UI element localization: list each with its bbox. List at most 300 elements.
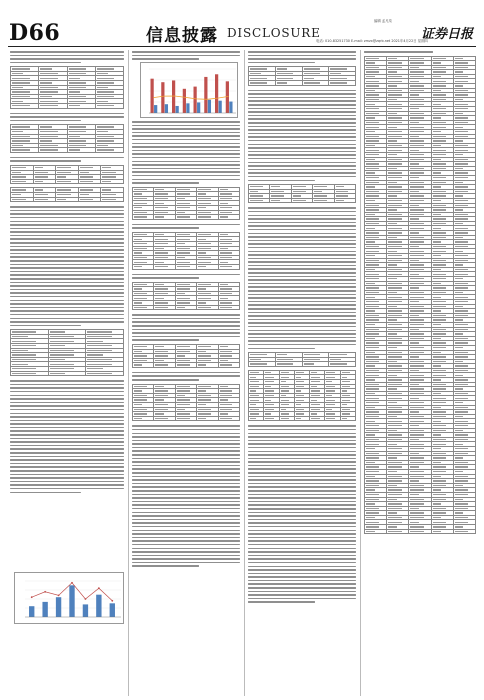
text-line bbox=[132, 551, 240, 553]
text-line bbox=[248, 279, 356, 281]
table-cell bbox=[56, 197, 79, 202]
bottom-left-chart bbox=[14, 572, 124, 624]
table-cell bbox=[387, 529, 409, 534]
text-line bbox=[248, 344, 356, 346]
text-line bbox=[10, 423, 124, 425]
disclosure-table bbox=[10, 329, 124, 376]
table-row bbox=[11, 371, 124, 376]
bar bbox=[172, 80, 175, 113]
article-body bbox=[132, 424, 240, 567]
text-line bbox=[10, 228, 124, 230]
text-line bbox=[248, 169, 356, 171]
section-title-english: DISCLOSURE bbox=[227, 26, 321, 40]
text-line bbox=[248, 90, 356, 92]
text-line bbox=[10, 448, 124, 450]
article-body bbox=[132, 223, 240, 229]
text-line bbox=[248, 429, 356, 431]
article-body bbox=[10, 205, 124, 326]
table-cell bbox=[154, 215, 175, 220]
table-cell bbox=[11, 179, 34, 184]
bar bbox=[229, 102, 232, 113]
text-line bbox=[10, 224, 124, 226]
text-line bbox=[248, 533, 356, 535]
text-line bbox=[10, 260, 124, 262]
table-cell bbox=[39, 148, 67, 153]
table-cell bbox=[329, 81, 356, 86]
text-line bbox=[132, 447, 240, 449]
text-line bbox=[10, 242, 124, 244]
text-line bbox=[10, 314, 124, 316]
article-body bbox=[10, 156, 124, 162]
text-line bbox=[248, 337, 356, 339]
table-cell bbox=[101, 179, 124, 184]
table-cell bbox=[175, 265, 196, 270]
article-body bbox=[248, 424, 356, 603]
text-line bbox=[132, 508, 240, 510]
bar bbox=[110, 603, 115, 617]
text-line bbox=[248, 447, 356, 449]
text-line bbox=[132, 150, 240, 152]
table-cell bbox=[453, 529, 475, 534]
text-line bbox=[248, 587, 356, 589]
text-line bbox=[10, 235, 124, 237]
text-line bbox=[248, 254, 356, 256]
table-cell bbox=[197, 363, 218, 368]
disclosure-table bbox=[10, 187, 124, 202]
table-cell bbox=[249, 362, 276, 367]
table-cell bbox=[249, 198, 270, 203]
text-line bbox=[248, 562, 356, 564]
text-line bbox=[248, 591, 356, 593]
text-line bbox=[10, 438, 124, 440]
text-line bbox=[248, 172, 356, 174]
text-line bbox=[10, 413, 124, 415]
text-line bbox=[248, 454, 356, 456]
text-line bbox=[248, 126, 356, 128]
table-row bbox=[249, 81, 356, 86]
text-line bbox=[10, 430, 124, 432]
text-line bbox=[132, 450, 240, 452]
table-cell bbox=[133, 265, 154, 270]
text-line bbox=[248, 304, 356, 306]
text-line bbox=[248, 512, 356, 514]
text-line bbox=[10, 238, 124, 240]
revenue-bar-chart-plot bbox=[141, 63, 239, 119]
text-line bbox=[248, 504, 356, 506]
table-cell bbox=[154, 416, 175, 421]
text-line bbox=[132, 332, 240, 334]
disclosure-table bbox=[10, 66, 124, 108]
table-row bbox=[249, 198, 356, 203]
bar bbox=[56, 597, 61, 617]
text-line bbox=[10, 318, 124, 320]
text-line bbox=[132, 486, 240, 488]
text-line bbox=[132, 537, 240, 539]
table-cell bbox=[133, 416, 154, 421]
text-line bbox=[248, 576, 356, 578]
table-cell bbox=[175, 215, 196, 220]
bar bbox=[197, 102, 200, 113]
text-line bbox=[132, 533, 240, 535]
text-line bbox=[10, 484, 124, 486]
text-line bbox=[248, 440, 356, 442]
text-line bbox=[132, 175, 240, 177]
text-line bbox=[10, 380, 124, 382]
table-cell bbox=[33, 197, 56, 202]
text-line bbox=[132, 51, 240, 53]
text-line bbox=[132, 490, 240, 492]
table-cell bbox=[175, 305, 196, 310]
text-line bbox=[10, 264, 124, 266]
text-line bbox=[132, 433, 240, 435]
table-cell bbox=[270, 198, 291, 203]
bar bbox=[154, 105, 157, 113]
text-line bbox=[132, 476, 240, 478]
editor-line: 编辑 孟凡琰 bbox=[374, 19, 393, 23]
text-line bbox=[10, 231, 124, 233]
text-line bbox=[10, 271, 124, 273]
disclosure-table bbox=[132, 187, 240, 220]
text-line bbox=[248, 330, 356, 332]
text-line bbox=[132, 530, 240, 532]
table-cell bbox=[325, 416, 340, 421]
text-line bbox=[248, 297, 356, 299]
revenue-bar-chart bbox=[140, 62, 238, 118]
text-line bbox=[248, 236, 356, 238]
text-line bbox=[10, 402, 124, 404]
bar bbox=[186, 103, 189, 113]
text-line bbox=[132, 375, 240, 377]
text-line bbox=[10, 249, 124, 251]
table-cell bbox=[11, 197, 34, 202]
masthead-rule bbox=[8, 46, 476, 47]
text-line bbox=[10, 157, 124, 159]
table-row bbox=[249, 416, 356, 421]
text-line bbox=[248, 569, 356, 571]
table-cell bbox=[48, 371, 86, 376]
disclosure-table bbox=[248, 370, 356, 422]
article-body bbox=[10, 50, 124, 63]
bar bbox=[161, 82, 164, 113]
table-cell bbox=[249, 81, 276, 86]
article-body bbox=[132, 273, 240, 279]
text-line bbox=[132, 128, 240, 130]
text-line bbox=[248, 490, 356, 492]
text-line bbox=[10, 120, 81, 122]
text-line bbox=[132, 443, 240, 445]
text-line bbox=[10, 116, 124, 118]
bar bbox=[151, 79, 154, 113]
text-line bbox=[248, 133, 356, 135]
table-row bbox=[11, 148, 124, 153]
newspaper-logo: 证券日报 bbox=[421, 27, 474, 42]
text-line bbox=[132, 121, 240, 123]
article-body bbox=[132, 120, 240, 184]
text-line bbox=[248, 251, 356, 253]
text-line bbox=[248, 55, 356, 57]
text-line bbox=[132, 157, 240, 159]
text-line bbox=[248, 93, 356, 95]
text-line bbox=[132, 125, 240, 127]
text-line bbox=[248, 268, 356, 270]
text-line bbox=[248, 111, 356, 113]
bar bbox=[219, 101, 222, 113]
table-cell bbox=[264, 416, 279, 421]
table-cell bbox=[33, 179, 56, 184]
text-line bbox=[248, 465, 356, 467]
table-cell bbox=[78, 197, 101, 202]
text-line bbox=[248, 118, 356, 120]
table-cell bbox=[154, 363, 175, 368]
text-line bbox=[248, 283, 356, 285]
text-line bbox=[10, 289, 124, 291]
bar bbox=[165, 104, 168, 113]
text-line bbox=[248, 207, 356, 209]
text-line bbox=[10, 398, 124, 400]
text-line bbox=[132, 146, 240, 148]
text-line bbox=[248, 573, 356, 575]
masthead bbox=[0, 0, 484, 46]
text-line bbox=[132, 548, 240, 550]
text-line bbox=[248, 483, 356, 485]
table-cell bbox=[218, 363, 239, 368]
text-line bbox=[248, 115, 356, 117]
text-line bbox=[10, 160, 81, 162]
table-cell bbox=[11, 371, 49, 376]
text-line bbox=[10, 300, 124, 302]
disclosure-table bbox=[132, 232, 240, 270]
text-line bbox=[10, 488, 124, 490]
text-line bbox=[132, 336, 240, 338]
text-line bbox=[248, 433, 356, 435]
text-line bbox=[10, 282, 124, 284]
table-cell bbox=[95, 104, 123, 109]
text-line bbox=[132, 161, 240, 163]
table-cell bbox=[101, 197, 124, 202]
text-line bbox=[248, 540, 356, 542]
text-line bbox=[132, 544, 240, 546]
text-line bbox=[10, 296, 124, 298]
disclosure-table bbox=[132, 344, 240, 368]
bar bbox=[208, 100, 211, 113]
text-line bbox=[132, 143, 240, 145]
table-row bbox=[11, 104, 124, 109]
text-line bbox=[248, 233, 356, 235]
text-line bbox=[248, 598, 356, 600]
text-line bbox=[248, 108, 356, 110]
disclosure-table bbox=[132, 384, 240, 422]
table-cell bbox=[249, 416, 264, 421]
table-cell bbox=[365, 529, 387, 534]
table-cell bbox=[154, 305, 175, 310]
text-line bbox=[132, 425, 240, 427]
text-line bbox=[10, 391, 124, 393]
bar bbox=[83, 604, 88, 617]
text-line bbox=[248, 243, 356, 245]
text-line bbox=[132, 465, 240, 467]
text-line bbox=[132, 519, 240, 521]
text-line bbox=[364, 51, 433, 53]
text-line bbox=[248, 100, 356, 102]
text-line bbox=[10, 409, 124, 411]
text-line bbox=[248, 566, 356, 568]
table-cell bbox=[310, 416, 325, 421]
text-line bbox=[132, 472, 240, 474]
bar bbox=[183, 89, 186, 113]
text-line bbox=[248, 580, 356, 582]
table-cell bbox=[154, 265, 175, 270]
text-line bbox=[248, 225, 356, 227]
text-line bbox=[132, 58, 199, 60]
table-row bbox=[11, 197, 124, 202]
text-line bbox=[10, 274, 124, 276]
text-line bbox=[248, 180, 315, 182]
table-cell bbox=[302, 362, 329, 367]
text-line bbox=[10, 456, 124, 458]
article-body bbox=[132, 313, 240, 341]
text-line bbox=[248, 58, 356, 60]
disclosure-table bbox=[248, 184, 356, 203]
text-line bbox=[248, 165, 356, 167]
table-cell bbox=[218, 416, 239, 421]
text-line bbox=[248, 140, 356, 142]
text-line bbox=[10, 221, 124, 223]
disclosure-table bbox=[10, 165, 124, 184]
text-line bbox=[248, 508, 356, 510]
text-line bbox=[248, 276, 356, 278]
text-line bbox=[10, 395, 124, 397]
text-line bbox=[248, 548, 356, 550]
text-line bbox=[10, 384, 124, 386]
table-row bbox=[11, 179, 124, 184]
table-cell bbox=[218, 215, 239, 220]
text-line bbox=[10, 492, 81, 494]
text-line bbox=[10, 303, 124, 305]
bar bbox=[215, 74, 218, 113]
text-line bbox=[132, 454, 240, 456]
text-line bbox=[10, 416, 124, 418]
text-line bbox=[248, 162, 356, 164]
article-body bbox=[248, 206, 356, 349]
text-line bbox=[248, 247, 356, 249]
table-cell bbox=[175, 416, 196, 421]
text-line bbox=[132, 277, 199, 279]
text-line bbox=[132, 494, 240, 496]
text-line bbox=[248, 436, 356, 438]
bar bbox=[204, 77, 207, 113]
text-line bbox=[248, 222, 356, 224]
text-line bbox=[248, 308, 356, 310]
text-line bbox=[132, 522, 240, 524]
text-line bbox=[132, 325, 240, 327]
text-line bbox=[10, 474, 124, 476]
text-line bbox=[10, 420, 124, 422]
table-cell bbox=[67, 148, 95, 153]
text-line bbox=[10, 292, 124, 294]
text-line bbox=[132, 558, 240, 560]
text-line bbox=[248, 144, 356, 146]
article-body bbox=[10, 379, 124, 493]
text-line bbox=[10, 321, 124, 323]
text-line bbox=[248, 515, 356, 517]
text-line bbox=[248, 147, 356, 149]
text-line bbox=[132, 227, 199, 229]
text-line bbox=[10, 51, 124, 53]
text-line bbox=[248, 601, 315, 603]
bar bbox=[29, 606, 34, 617]
text-line bbox=[248, 522, 356, 524]
text-line bbox=[248, 294, 356, 296]
disclosure-table bbox=[10, 124, 124, 153]
text-line bbox=[10, 307, 124, 309]
text-line bbox=[248, 476, 356, 478]
text-line bbox=[132, 540, 240, 542]
text-line bbox=[132, 372, 240, 374]
text-line bbox=[248, 312, 356, 314]
text-line bbox=[248, 218, 356, 220]
table-cell bbox=[78, 179, 101, 184]
table-row bbox=[133, 363, 240, 368]
text-line bbox=[10, 470, 124, 472]
text-line bbox=[10, 62, 81, 64]
table-row bbox=[133, 416, 240, 421]
text-line bbox=[132, 555, 240, 557]
text-line bbox=[248, 551, 356, 553]
article-body bbox=[248, 89, 356, 181]
text-line bbox=[248, 443, 356, 445]
text-line bbox=[132, 483, 240, 485]
text-line bbox=[10, 256, 124, 258]
text-line bbox=[10, 210, 124, 212]
article-body bbox=[364, 50, 476, 53]
column-4 bbox=[364, 50, 476, 698]
text-line bbox=[132, 274, 240, 276]
text-line bbox=[248, 176, 356, 178]
text-line bbox=[132, 436, 240, 438]
text-line bbox=[132, 429, 240, 431]
text-line bbox=[248, 519, 356, 521]
table-cell bbox=[302, 81, 329, 86]
text-line bbox=[132, 318, 240, 320]
text-line bbox=[248, 290, 356, 292]
text-line bbox=[248, 497, 356, 499]
text-line bbox=[132, 179, 240, 181]
text-line bbox=[248, 265, 356, 267]
text-line bbox=[248, 544, 356, 546]
page-number: D66 bbox=[9, 20, 61, 46]
table-cell bbox=[56, 179, 79, 184]
text-line bbox=[10, 213, 124, 215]
text-line bbox=[132, 321, 240, 323]
text-line bbox=[10, 206, 124, 208]
text-line bbox=[10, 285, 124, 287]
text-line bbox=[248, 451, 356, 453]
text-line bbox=[10, 434, 124, 436]
text-line bbox=[132, 171, 240, 173]
text-line bbox=[132, 497, 240, 499]
text-line bbox=[10, 445, 124, 447]
table-cell bbox=[431, 529, 453, 534]
table-cell bbox=[218, 265, 239, 270]
column-3 bbox=[248, 50, 356, 698]
text-line bbox=[132, 329, 240, 331]
text-line bbox=[248, 555, 356, 557]
article-body bbox=[10, 112, 124, 122]
table-cell bbox=[39, 104, 67, 109]
text-line bbox=[10, 463, 124, 465]
text-line bbox=[248, 468, 356, 470]
table-cell bbox=[133, 215, 154, 220]
